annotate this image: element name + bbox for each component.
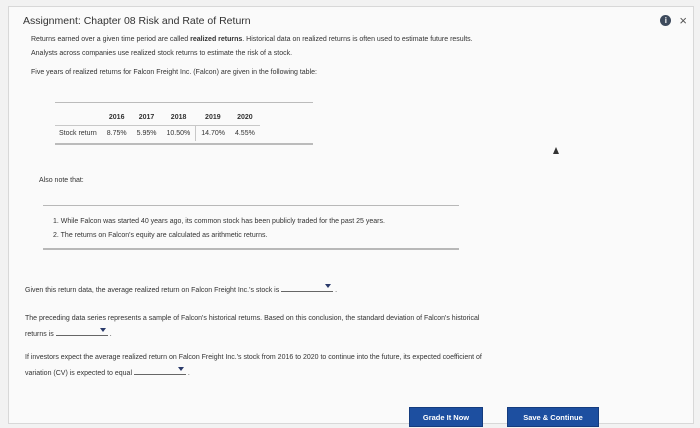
list-item: 1. While Falcon was started 40 years ago, its common stock has been publicly traded for the past 25 years.	[53, 218, 385, 225]
question-text: If investors expect the average realized return on Falcon Freight Inc.'s stock from 2016 to 2020 to continue into the future, its expected coefficient of	[25, 354, 482, 361]
notes-top-rule	[43, 205, 459, 206]
std-dev-dropdown[interactable]	[56, 326, 108, 336]
intro-text	[31, 33, 473, 61]
intro-line1-pre: Returns earned over a given time period are called	[31, 36, 191, 43]
table-cell: 4.55%	[230, 126, 260, 142]
average-return-dropdown[interactable]	[281, 282, 333, 292]
table-header-year: 2017	[138, 114, 155, 121]
assignment-panel	[8, 6, 694, 424]
period: .	[187, 370, 190, 377]
table-cell: 8.75%	[102, 126, 132, 142]
returns-table	[55, 103, 260, 141]
period: .	[109, 331, 112, 338]
list-item: 2. The returns on Falcon's equity are calculated as arithmetic returns.	[53, 232, 268, 239]
corner-icons	[660, 15, 687, 26]
notes-bottom-rule	[43, 248, 459, 250]
question-std-dev	[25, 312, 479, 342]
table-header-year: 2020	[237, 114, 253, 121]
question-text: variation (CV) is expected to equal	[25, 370, 132, 377]
table-cell: 10.50%	[161, 126, 195, 142]
cv-dropdown[interactable]	[134, 365, 186, 375]
table-header-year: 2018	[170, 114, 187, 121]
question-text: Given this return data, the average realized return on Falcon Freight Inc.'s stock is	[25, 287, 280, 294]
close-icon[interactable]: ×	[679, 13, 687, 28]
table-row	[55, 126, 260, 142]
notes-list	[53, 215, 385, 243]
period: .	[335, 287, 338, 294]
intro-line1-post: . Historical data on realized returns is often used to estimate future results.	[242, 36, 473, 43]
page-title: Assignment: Chapter 08 Risk and Rate of Return	[23, 15, 251, 27]
question-cv	[25, 351, 482, 381]
intro-line1-bold: realized returns	[190, 36, 243, 43]
save-continue-button[interactable]: Save & Continue	[507, 407, 599, 427]
intro-line3: Five years of realized returns for Falcon Freight Inc. (Falcon) are given in the following table:	[31, 69, 317, 76]
grade-it-now-button[interactable]: Grade It Now	[409, 407, 483, 427]
table-row-label: Stock return	[55, 126, 102, 142]
table-cell: 5.95%	[132, 126, 162, 142]
table-header-row	[55, 103, 260, 126]
intro-line2: Analysts across companies use realized stock returns to estimate the risk of a stock.	[31, 50, 293, 57]
question-text: The preceding data series represents a sample of Falcon's historical returns. Based on this conclusion, the standard deviation of Falcon's historical	[25, 315, 480, 322]
table-header-year: 2016	[108, 114, 125, 121]
question-text: returns is	[25, 331, 54, 338]
info-icon[interactable]: i	[660, 15, 671, 26]
notes-heading: Also note that:	[39, 177, 84, 184]
table-bottom-rule	[55, 143, 313, 145]
table-header-empty	[55, 103, 102, 126]
chevron-down-icon	[325, 284, 331, 288]
question-average-return	[25, 282, 337, 298]
table-cell: 14.70%	[196, 126, 230, 142]
table-header-year: 2019	[205, 114, 221, 121]
chevron-down-icon	[178, 367, 184, 371]
chevron-down-icon	[100, 328, 106, 332]
mouse-cursor-icon	[553, 147, 559, 154]
